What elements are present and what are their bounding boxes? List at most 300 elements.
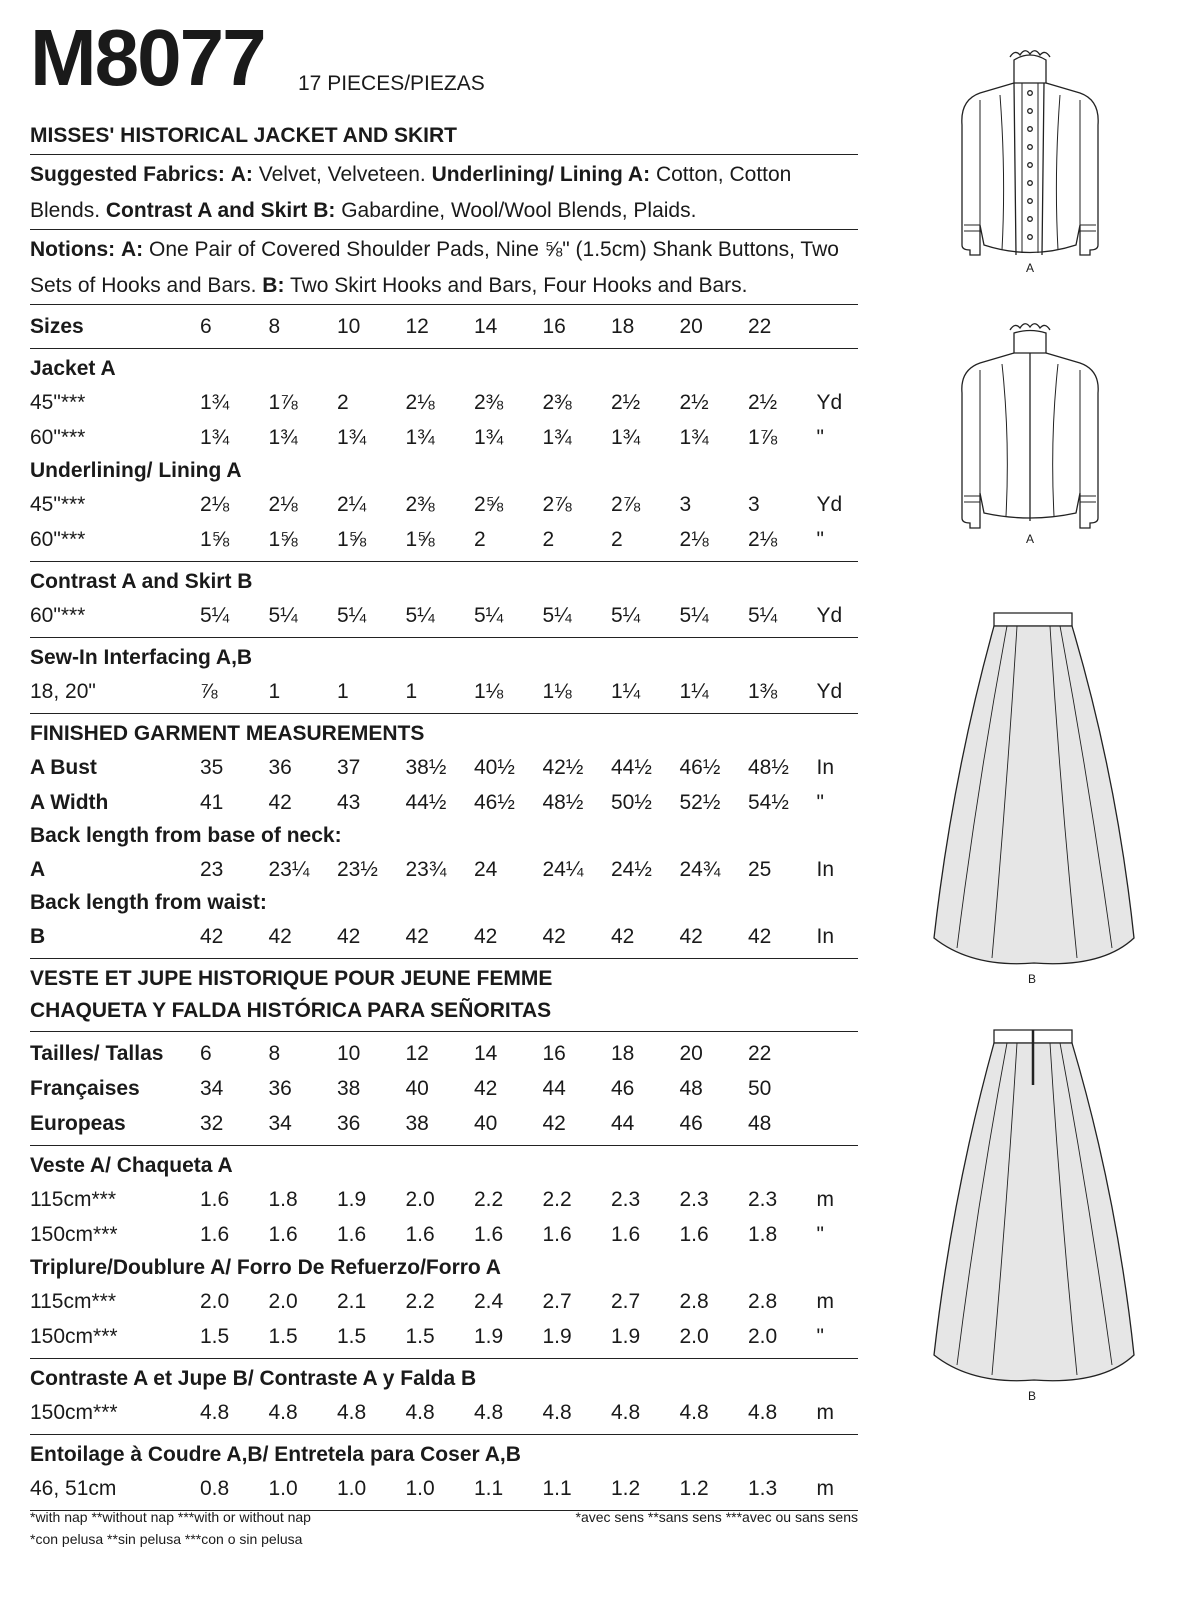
row-cell: 32 [200,1111,224,1135]
row-cell: 1⅞ [268,390,298,414]
row-cell: 1.6 [474,1222,504,1246]
row-cell: 37 [337,755,361,779]
notions-line2-text: Sets of Hooks and Bars. [30,274,257,297]
row-cell: 54½ [748,790,789,814]
interfacing-rows [30,674,858,709]
jacket-back-label: A [1026,532,1035,546]
row-cell: 1¾ [200,425,230,449]
row-cell: 0.8 [200,1476,230,1500]
row-label: 18, 20" [30,679,96,703]
row-cell: 1.5 [337,1324,367,1348]
fabrics-a-label: A: [230,163,253,186]
row-cell: 44 [542,1076,566,1100]
table-row [30,1182,858,1217]
row-cell: 50 [748,1076,772,1100]
row-cell: 1⅞ [748,425,778,449]
row-cell: 4.8 [405,1400,435,1424]
row-label: Sizes [30,314,84,338]
row-cell: 2¼ [337,492,367,516]
row-cell: 42 [405,924,429,948]
row-cell: 2.1 [337,1289,367,1313]
entoilage-section [30,1435,858,1511]
contraste-rows [30,1395,858,1430]
row-cell: 2½ [679,390,709,414]
row-cell: 42 [679,924,703,948]
row-cell: 1.0 [268,1476,298,1500]
row-cell: 1 [268,679,281,703]
table-row [30,1284,858,1319]
row-cell: 1.9 [337,1187,367,1211]
pattern-code: M8077 [30,13,265,102]
row-cell: 2⅝ [474,492,504,516]
row-cell: 42 [748,924,772,948]
row-cell: 5¼ [337,603,367,627]
row-cell: 24 [474,857,498,881]
row-cell: 2⅞ [542,492,572,516]
row-cell: 4.8 [748,1400,778,1424]
row-cell: 36 [337,1111,361,1135]
row-cell: 1.0 [405,1476,435,1500]
notions [30,230,858,305]
row-cell: 48 [748,1111,772,1135]
width-row [30,785,858,820]
row-cell: 2.0 [748,1324,778,1348]
yardage-section [30,349,858,562]
row-cell: 46 [679,1111,703,1135]
row-cell: 5¼ [474,603,504,627]
bust-row [30,750,858,785]
row-unit: " [816,527,824,551]
row-cell: 41 [200,790,224,814]
jacket-back-illustration [940,318,1120,546]
row-cell: 1.2 [679,1476,709,1500]
row-unit: m [816,1400,834,1424]
veste-section [30,1146,858,1359]
row-cell: 1.1 [474,1476,504,1500]
row-cell: ⅞ [200,679,218,703]
row-cell: 1.1 [542,1476,572,1500]
row-cell: 20 [679,1041,703,1065]
pieces-count: 17 PIECES/PIEZAS [298,72,485,95]
row-cell: 3 [748,492,760,516]
row-cell: 2 [611,527,623,551]
row-cell: 5¼ [542,603,572,627]
row-cell: 2.0 [268,1289,298,1313]
notions-b-label: B: [262,274,285,297]
fabrics-lining-text: Cotton, Cotton [655,163,792,186]
row-cell: 1.8 [268,1187,298,1211]
row-cell: 1⅝ [200,527,230,551]
row-label: 150cm*** [30,1324,118,1348]
row-cell: 2.7 [611,1289,641,1313]
row-cell: 1¾ [268,425,298,449]
footnote-es: *con pelusa **sin pelusa ***con o sin pelusa [30,1531,303,1547]
row-cell: 1.2 [611,1476,641,1500]
table-row [30,1036,858,1071]
row-cell: 1¼ [679,679,709,703]
row-cell: 2⅛ [268,492,298,516]
row-label: 150cm*** [30,1222,118,1246]
row-cell: 2.7 [542,1289,572,1313]
row-cell: 4.8 [542,1400,572,1424]
intl-title-section [30,959,858,1032]
row-cell: 4.8 [200,1400,230,1424]
row-cell: 1 [337,679,349,703]
row-cell: 1.6 [679,1222,709,1246]
row-cell: 38 [337,1076,361,1100]
row-cell: 5¼ [200,603,230,627]
row-label: 115cm*** [30,1187,116,1211]
interfacing-title: Sew-In Interfacing A,B [30,646,253,669]
row-cell: 4.8 [679,1400,709,1424]
lining-a-title: Underlining/ Lining A [30,459,242,482]
row-cell: 1.9 [542,1324,572,1348]
row-cell: 1⅜ [748,679,778,703]
table-row [30,1106,858,1141]
row-cell: 2.8 [748,1289,778,1313]
row-cell: 2.0 [200,1289,230,1313]
row-cell: 5¼ [268,603,298,627]
row-cell: 12 [405,1041,429,1065]
row-unit: Yd [816,679,843,703]
fabrics-line2-text: Blends. [30,199,101,222]
row-label: B [30,924,46,948]
row-label: 45"*** [30,492,86,516]
row-cell: 48½ [748,755,789,779]
row-cell: 1¾ [679,425,709,449]
row-label: A [30,857,46,881]
row-label: A Width [30,790,109,814]
row-cell: 40 [474,1111,498,1135]
contrast-rows [30,598,858,633]
triplure-title: Triplure/Doublure A/ Forro De Refuerzo/Forro A [30,1256,501,1279]
intl-title-fr: VESTE ET JUPE HISTORIQUE POUR JEUNE FEMME [30,967,553,990]
jacket-front-label: A [1026,261,1035,275]
row-cell: 8 [268,1041,281,1065]
row-cell: 2.0 [679,1324,709,1348]
row-label: 60"*** [30,425,86,449]
row-cell: 1.0 [337,1476,367,1500]
fabrics-a-text: Velvet, Velveteen. [258,163,426,186]
contrast-section [30,562,858,638]
row-cell: 20 [679,314,703,338]
suggested-fabrics [30,155,858,230]
table-row [30,1395,858,1430]
row-cell: 1.5 [405,1324,435,1348]
row-cell: 42 [474,924,498,948]
row-cell: 2.0 [405,1187,435,1211]
row-cell: 25 [748,857,772,881]
row-cell: 24¾ [679,857,721,881]
row-cell: 1.9 [611,1324,641,1348]
row-cell: 2.2 [405,1289,435,1313]
veste-title: Veste A/ Chaqueta A [30,1154,233,1177]
row-cell: 2⅛ [748,527,778,551]
row-cell: 2.8 [679,1289,709,1313]
notions-label: Notions: [30,238,116,261]
footnote-en: *with nap **without nap ***with or without nap [30,1509,311,1525]
row-cell: 23¼ [268,857,310,881]
row-cell: 5¼ [611,603,641,627]
row-cell: 52½ [679,790,721,814]
row-unit: " [816,425,824,449]
row-cell: 2⅜ [542,390,572,414]
table-row [30,1217,858,1252]
row-cell: 2.3 [748,1187,778,1211]
row-cell: 1.6 [542,1222,572,1246]
row-cell: 23 [200,857,224,881]
row-cell: 34 [268,1111,292,1135]
row-cell: 42½ [542,755,584,779]
row-cell: 44½ [611,755,652,779]
table-row [30,487,858,522]
table-row [30,385,858,420]
waist-title: Back length from waist: [30,891,267,914]
row-cell: 1¾ [337,425,367,449]
row-cell: 4.8 [474,1400,504,1424]
row-cell: 24½ [611,857,652,881]
row-cell: 2.3 [679,1187,709,1211]
table-row [30,1471,858,1506]
pattern-title: MISSES' HISTORICAL JACKET AND SKIRT [30,122,858,155]
row-cell: 5¼ [748,603,778,627]
row-cell: 2⅞ [611,492,641,516]
row-cell: 42 [542,1111,566,1135]
row-cell: 42 [337,924,361,948]
row-cell: 1¾ [542,425,572,449]
lining-a-rows [30,487,858,557]
row-cell: 16 [542,314,566,338]
neck-row [30,852,858,887]
skirt-back-illustration [932,1025,1137,1403]
row-cell: 2.2 [542,1187,572,1211]
row-cell: 35 [200,755,224,779]
row-unit: m [816,1187,834,1211]
row-cell: 48 [679,1076,703,1100]
row-cell: 2⅜ [405,492,435,516]
row-cell: 5¼ [405,603,435,627]
row-cell: 42 [474,1076,498,1100]
row-cell: 42 [268,790,292,814]
row-cell: 36 [268,1076,292,1100]
row-cell: 23½ [337,857,378,881]
row-unit: m [816,1476,834,1500]
fabrics-label: Suggested Fabrics: [30,163,225,186]
row-cell: 1⅛ [474,679,504,703]
row-label: Françaises [30,1076,140,1100]
row-cell: 1.3 [748,1476,778,1500]
tailles-section [30,1032,858,1146]
skirt-front-label: B [1028,972,1037,986]
row-cell: 1.6 [611,1222,641,1246]
tailles-rows [30,1036,858,1141]
row-cell: 22 [748,1041,772,1065]
finished-title: FINISHED GARMENT MEASUREMENTS [30,722,425,745]
row-unit: " [816,1324,824,1348]
row-cell: 42 [611,924,635,948]
row-cell: 1¼ [611,679,641,703]
intl-title-es: CHAQUETA Y FALDA HISTÓRICA PARA SEÑORITAS [30,999,552,1022]
neck-title: Back length from base of neck: [30,824,342,847]
row-cell: 1.5 [268,1324,298,1348]
row-cell: 2⅛ [405,390,435,414]
row-cell: 18 [611,1041,635,1065]
row-label: 115cm*** [30,1289,116,1313]
table-row [30,420,858,455]
header [30,0,858,122]
row-cell: 6 [200,314,212,338]
row-cell: 3 [679,492,692,516]
row-unit: " [816,790,824,814]
row-cell: 1 [405,679,418,703]
table-row [30,598,858,633]
row-cell: 2⅜ [474,390,504,414]
row-cell: 1.5 [200,1324,230,1348]
row-cell: 14 [474,314,498,338]
row-cell: 22 [748,314,772,338]
contraste-section [30,1359,858,1435]
row-cell: 2⅛ [679,527,709,551]
row-cell: 2.4 [474,1289,504,1313]
row-cell: 1¾ [405,425,435,449]
table-row [30,674,858,709]
row-cell: 40½ [474,755,515,779]
row-cell: 2½ [611,390,641,414]
footnote-fr: *avec sens **sans sens ***avec ou sans sens [575,1509,858,1525]
row-unit: In [816,857,835,881]
fabrics-contrast-label: Contrast A and Skirt B: [105,199,336,222]
row-label: 150cm*** [30,1400,118,1424]
notions-b-text: Two Skirt Hooks and Bars, Four Hooks and Bars. [289,274,748,297]
row-cell: 42 [542,924,566,948]
row-cell: 4.8 [337,1400,367,1424]
row-unit: In [816,755,835,779]
notions-a-text: One Pair of Covered Shoulder Pads, Nine ⅝" (1.5cm) Shank Buttons, Two [149,238,839,261]
row-cell: 40 [405,1076,429,1100]
row-cell: 46 [611,1076,635,1100]
row-cell: 46½ [679,755,721,779]
row-cell: 48½ [542,790,584,814]
row-cell: 1.8 [748,1222,778,1246]
row-cell: 2 [337,390,349,414]
row-cell: 42 [268,924,292,948]
finished-section [30,714,858,959]
row-cell: 2 [474,527,486,551]
row-cell: 1.6 [268,1222,298,1246]
row-cell: 23¾ [405,857,447,881]
row-cell: 2½ [748,390,778,414]
row-cell: 1.6 [200,1222,230,1246]
row-cell: 2.3 [611,1187,641,1211]
row-cell: 44½ [405,790,447,814]
skirt-front-illustration [932,608,1137,986]
row-cell: 36 [268,755,292,779]
row-label: Europeas [30,1111,126,1135]
row-cell: 14 [474,1041,498,1065]
contrast-title: Contrast A and Skirt B [30,570,253,593]
row-cell: 2.2 [474,1187,504,1211]
row-cell: 18 [611,314,635,338]
row-cell: 1¾ [474,425,504,449]
row-label: A Bust [30,755,97,779]
row-unit: m [816,1289,834,1313]
triplure-rows [30,1284,858,1354]
row-cell: 8 [268,314,281,338]
row-unit: " [816,1222,824,1246]
row-cell: 34 [200,1076,224,1100]
pattern-envelope-back [30,0,858,1547]
row-unit: Yd [816,390,843,414]
row-label: 60"*** [30,603,86,627]
row-cell: 10 [337,314,361,338]
fabrics-contrast-text: Gabardine, Wool/Wool Blends, Plaids. [341,199,697,222]
veste-rows [30,1182,858,1252]
row-cell: 46½ [474,790,515,814]
illustrations [900,0,1185,1600]
entoilage-title: Entoilage à Coudre A,B/ Entretela para Coser A,B [30,1443,521,1466]
row-cell: 10 [337,1041,361,1065]
row-cell: 2⅛ [200,492,230,516]
contraste-title: Contraste A et Jupe B/ Contraste A y Falda B [30,1367,477,1390]
row-label: 45"*** [30,390,86,414]
table-row [30,1071,858,1106]
fabrics-lining-label: Underlining/ Lining A: [431,163,651,186]
row-cell: 1.9 [474,1324,504,1348]
row-cell: 1⅝ [405,527,435,551]
row-cell: 6 [200,1041,212,1065]
row-cell: 5¼ [679,603,709,627]
row-unit: Yd [816,603,843,627]
row-unit: Yd [816,492,843,516]
row-cell: 1.6 [200,1187,230,1211]
row-cell: 4.8 [268,1400,298,1424]
row-cell: 1⅛ [542,679,572,703]
row-cell: 4.8 [611,1400,641,1424]
row-cell: 12 [405,314,429,338]
row-cell: 1.6 [337,1222,367,1246]
jacket-a-rows [30,385,858,455]
row-cell: 2 [542,527,555,551]
footnotes-left [30,1506,311,1550]
row-cell: 1¾ [611,425,641,449]
jacket-a-title: Jacket A [30,357,116,380]
row-cell: 38 [405,1111,429,1135]
row-cell: 16 [542,1041,566,1065]
row-cell: 43 [337,790,361,814]
row-label: 46, 51cm [30,1476,117,1500]
waist-row [30,919,858,954]
skirt-back-label: B [1028,1389,1037,1403]
row-cell: 42 [200,924,224,948]
row-cell: 1.6 [405,1222,435,1246]
row-cell: 1¾ [200,390,230,414]
row-label: 60"*** [30,527,86,551]
notions-a-label: A: [121,238,144,261]
table-row [30,1319,858,1354]
sizes-row [30,309,858,344]
row-cell: 50½ [611,790,652,814]
interfacing-section [30,638,858,714]
row-label: Tailles/ Tallas [30,1041,164,1065]
row-cell: 1⅝ [268,527,298,551]
sizes-section [30,305,858,349]
row-cell: 1⅝ [337,527,367,551]
entoilage-rows [30,1471,858,1506]
row-cell: 24¼ [542,857,584,881]
row-cell: 38½ [405,755,447,779]
row-cell: 44 [611,1111,635,1135]
jacket-front-illustration [940,45,1120,275]
